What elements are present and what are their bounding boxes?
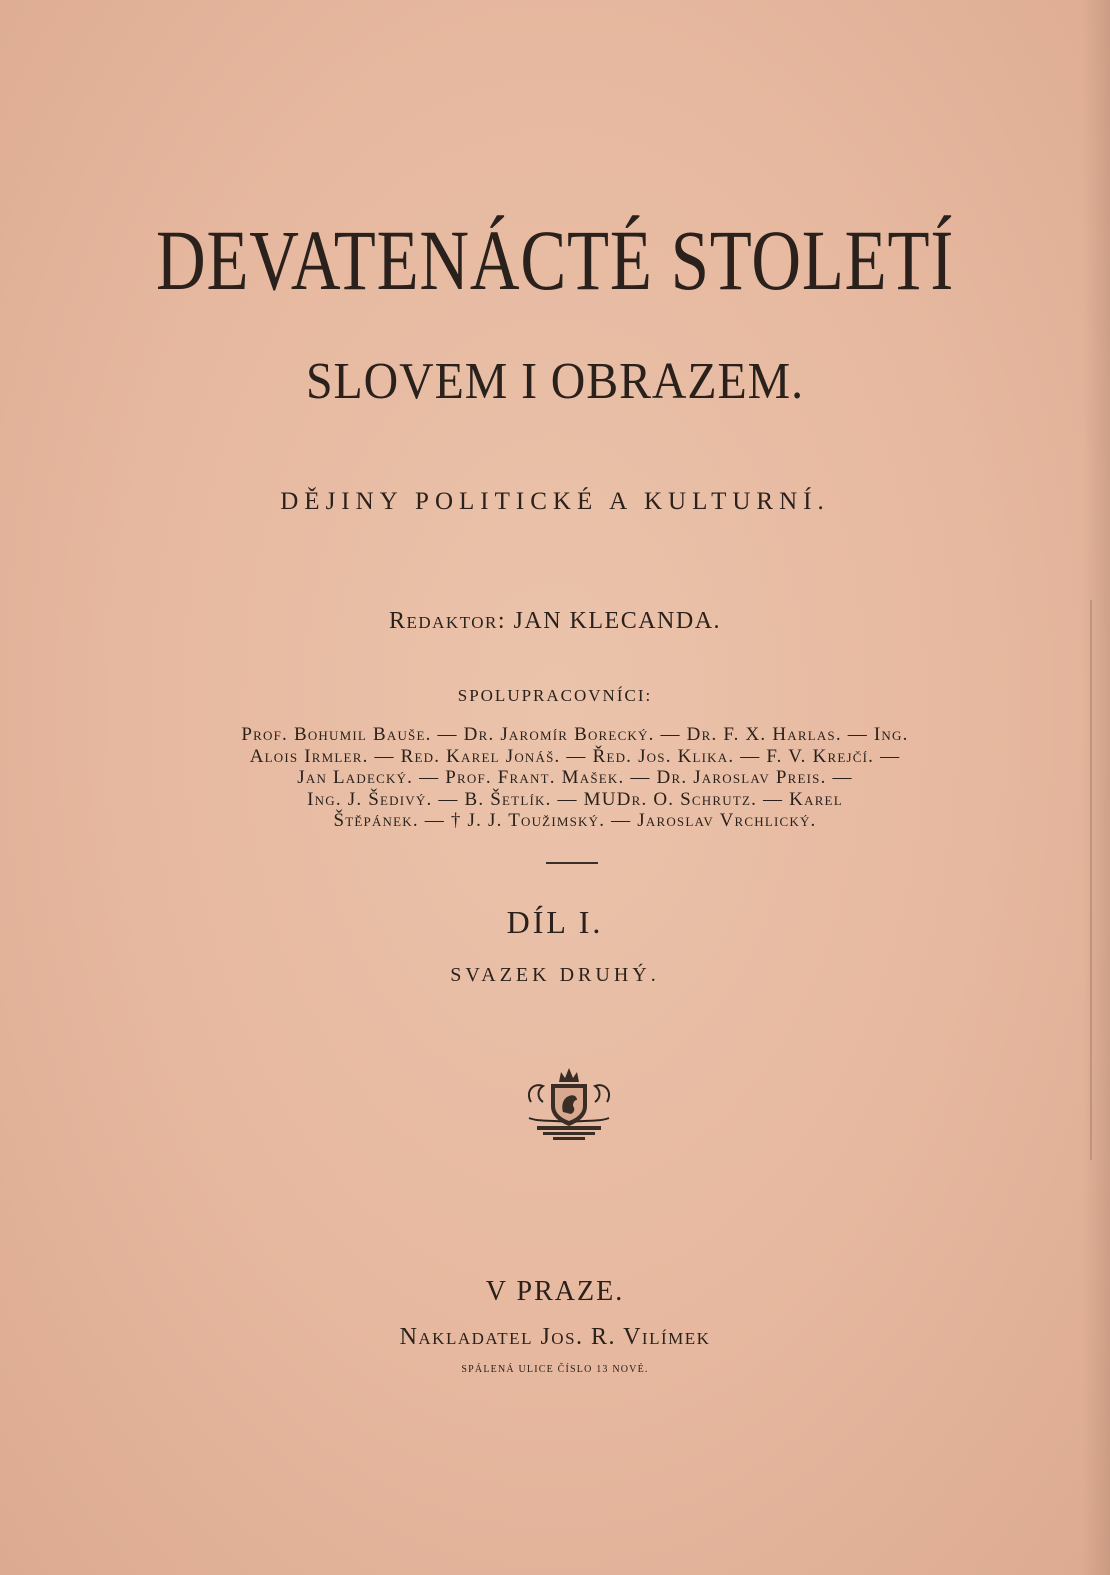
main-title: DEVATENÁCTÉ STOLETÍ xyxy=(155,212,955,308)
part-number: DÍL I. xyxy=(506,904,604,940)
publication-city: V PRAZE. xyxy=(485,1276,625,1307)
page-fold xyxy=(1090,600,1092,1160)
collaborators-line: Štěpánek. — † J. J. Toužimský. — Jaroslav Vrchlický. xyxy=(333,810,817,831)
subtitle: DĚJINY POLITICKÉ A KULTURNÍ. xyxy=(280,488,830,515)
collaborators-label: SPOLUPRACOVNÍCI: xyxy=(457,686,653,705)
editor-line xyxy=(0,608,1110,635)
collaborators-line: Jan Ladecký. — Prof. Frant. Mašek. — Dr. Jaroslav Preis. — xyxy=(297,767,853,788)
collaborators-list xyxy=(180,724,970,832)
divider-rule xyxy=(546,862,598,864)
collaborators-line: Prof. Bohumil Bauše. — Dr. Jaromír Borecký. — Dr. F. X. Harlas. — Ing. xyxy=(241,724,909,745)
collaborators-line: Alois Irmler. — Red. Karel Jonáš. — Řed. Jos. Klika. — F. V. Krejčí. — xyxy=(249,745,901,767)
collaborators-line: Ing. J. Šedivý. — B. Šetlík. — MUDr. O. Schrutz. — Karel xyxy=(307,788,843,810)
publisher-coat-of-arms-icon xyxy=(523,1062,615,1146)
publisher-address: SPÁLENÁ ULICE ČÍSLO 13 NOVÉ. xyxy=(461,1364,649,1375)
volume-label: SVAZEK DRUHÝ. xyxy=(450,964,660,986)
publisher-name: Nakladatel Jos. R. Vilímek xyxy=(399,1324,711,1350)
editor-name: JAN KLECANDA. xyxy=(513,608,722,634)
editor-label: Redaktor: xyxy=(388,608,507,634)
secondary-title: SLOVEM I OBRAZEM. xyxy=(305,353,805,410)
